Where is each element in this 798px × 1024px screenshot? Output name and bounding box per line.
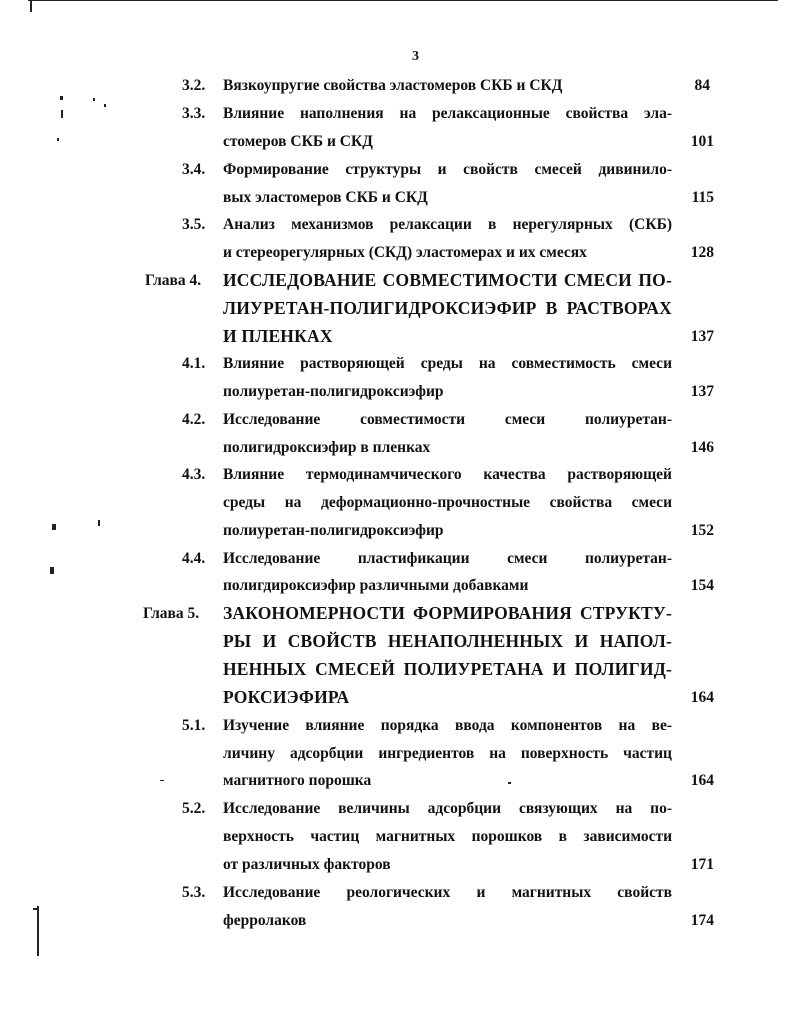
toc-entry-title: Изучение влияние порядка ввода компонентов на ве- (223, 717, 672, 734)
chapter-title: РЫ И СВОЙСТВ НЕНАПОЛНЕННЫХ И НАПОЛ- (223, 631, 672, 651)
scan-speck (52, 524, 56, 530)
toc-entry-title: вых эластомеров СКБ и СКД (223, 189, 428, 206)
toc-entry-title: личину адсорбции ингредиентов на поверхность частиц (223, 745, 672, 762)
toc-entry-title: Исследование пластификации смеси полиуретан- (223, 550, 672, 567)
scan-speck (93, 98, 95, 101)
chapter-number: Глава 4. (145, 272, 202, 289)
scan-speck (61, 110, 63, 118)
chapter-title: ЛИУРЕТАН-ПОЛИГИДРОКСИЭФИР В РАСТВОРАХ (223, 298, 672, 318)
toc-entry-page: 128 (690, 244, 714, 261)
toc-entry-page: 137 (690, 328, 714, 345)
toc-entry-page: 164 (690, 772, 714, 789)
scan-bracket (37, 906, 39, 956)
toc-entry-title: Влияние наполнения на релаксационные свойства эла- (223, 105, 672, 122)
toc-entry-title: среды на деформационно-прочностные свойства смеси (223, 494, 672, 511)
toc-entry-number: 3.5. (182, 216, 206, 233)
toc-entry-title: Влияние термодинамчического качества растворяющей (223, 466, 672, 483)
toc-entry-title: магнитного порошка (223, 772, 372, 789)
toc-entry-number: 5.3. (182, 884, 206, 901)
toc-entry-title: верхность частиц магнитных порошков в зависимости (223, 828, 672, 845)
toc-entry-title: полигдироксиэфир различными добавками (223, 577, 529, 594)
scan-speck (98, 520, 100, 526)
scan-speck (57, 138, 59, 141)
chapter-title: ИССЛЕДОВАНИЕ СОВМЕСТИМОСТИ СМЕСИ ПО- (223, 270, 672, 290)
toc-entry-title: Формирование структуры и свойств смесей дивинило- (223, 161, 672, 178)
scan-border-left (30, 0, 32, 12)
scan-bracket (33, 908, 38, 910)
toc-entry-title: Анализ механизмов релаксации в нерегулярных (СКБ) (223, 216, 672, 233)
toc-entry-title: Исследование величины адсорбции связующих на по- (223, 800, 672, 817)
toc-entry-page: 164 (690, 689, 714, 706)
toc-entry-page: 154 (690, 577, 714, 594)
toc-entry-title: полигидроксиэфир в пленках (223, 439, 431, 456)
toc-entry-title: полиуретан-полигидроксиэфир (223, 383, 444, 400)
chapter-title: И ПЛЕНКАХ (223, 326, 333, 346)
toc-entry-title: Вязкоупругие свойства эластомеров СКБ и СКД (223, 77, 563, 94)
toc-entry-title: и стереорегулярных (СКД) эластомерах и их смесях (223, 244, 587, 261)
toc-entry-page: 84 (694, 77, 710, 94)
chapter-title: ЗАКОНОМЕРНОСТИ ФОРМИРОВАНИЯ СТРУКТУ- (223, 603, 672, 623)
toc-entry-number: 5.1. (182, 717, 206, 734)
chapter-title: РОКСИЭФИРА (223, 687, 350, 707)
scan-speck (104, 104, 106, 107)
toc-entry-number: 3.2. (182, 77, 206, 94)
toc-entry-number: 4.3. (182, 466, 206, 483)
toc-entry-page: 101 (690, 133, 714, 150)
toc-entry-title: Влияние растворяющей среды на совместимость смеси (223, 355, 672, 372)
scan-speck (50, 567, 54, 574)
toc-entry-page: 174 (690, 912, 714, 929)
scan-speck (508, 782, 511, 784)
scan-speck (60, 96, 63, 100)
toc-entry-number: 4.1. (182, 355, 206, 372)
toc-entry-page: 152 (690, 522, 714, 539)
toc-entry-title: ферролаков (223, 912, 307, 929)
toc-entry-title: от различных факторов (223, 856, 391, 873)
toc-entry-title: Исследование совместимости смеси полиуретан- (223, 411, 672, 428)
scan-speck (160, 780, 164, 781)
page-number: 3 (412, 49, 419, 64)
chapter-number: Глава 5. (143, 605, 200, 622)
toc-entry-page: 137 (690, 383, 714, 400)
toc-entry-page: 146 (690, 439, 714, 456)
toc-entry-page: 171 (690, 856, 714, 873)
chapter-title: НЕННЫХ СМЕСЕЙ ПОЛИУРЕТАНА И ПОЛИГИД- (223, 659, 672, 679)
toc-entry-number: 3.4. (182, 161, 206, 178)
toc-entry-number: 4.2. (182, 411, 206, 428)
toc-entry-number: 4.4. (182, 550, 206, 567)
toc-entry-title: полиуретан-полигидроксиэфир (223, 522, 444, 539)
toc-entry-page: 115 (691, 189, 714, 206)
toc-entry-number: 5.2. (182, 800, 206, 817)
toc-entry-title: Исследование реологических и магнитных свойств (223, 884, 672, 901)
toc-entry-number: 3.3. (182, 105, 206, 122)
scan-border-top (28, 0, 778, 1)
toc-entry-title: стомеров СКБ и СКД (223, 133, 373, 150)
